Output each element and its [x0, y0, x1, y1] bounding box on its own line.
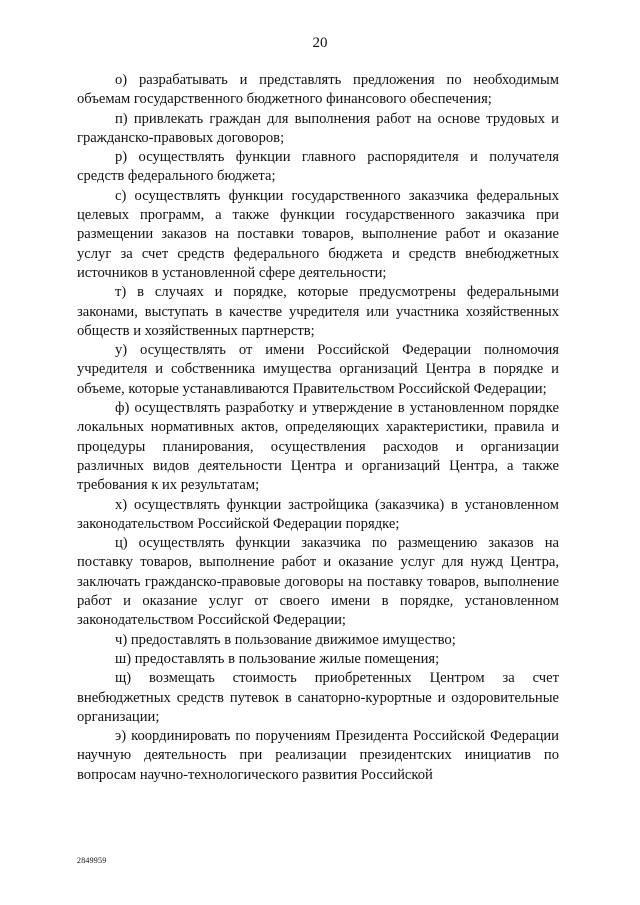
document-code: 2849959 [77, 856, 107, 865]
paragraph-ts: ц) осуществлять функции заказчика по размещению заказов на поставку товаров, выполнение работ и оказание услуг для нужд Центра, заключать гражданско-правовые договоры на поставку товаров, выполнение работ и оказание услуг от своего имени в порядке, установленном законодательством Российской Федерации; [77, 535, 559, 629]
paragraph-t: т) в случаях и порядке, которые предусмотрены федеральными законами, выступать в качестве учредителя или участника хозяйственных обществ и хозяйственных партнерств; [77, 284, 559, 339]
paragraph-s: с) осуществлять функции государственного заказчика федеральных целевых программ, а также функции государственного заказчика при размещении заказов на поставки товаров, выполнение работ и оказание услуг за счет средств федерального бюджета и средств внебюджетных источников в установленной сфере деятельности; [77, 187, 559, 281]
document-body [77, 71, 559, 785]
paragraph-e: э) координировать по поручениям Президента Российской Федерации научную деятельность при реализации президентских инициатив по вопросам научно-технологического развития Российской [77, 728, 559, 783]
page-number: 20 [312, 35, 328, 51]
paragraph-u: у) осуществлять от имени Российской Федерации полномочия учредителя и собственника имущества организаций Центра в порядке и объеме, которые устанавливаются Правительством Российской Федерации; [77, 342, 559, 397]
paragraph-kh: х) осуществлять функции застройщика (заказчика) в установленном законодательством Российской Федерации порядке; [77, 496, 559, 532]
paragraph-shch: щ) возмещать стоимость приобретенных Центром за счет внебюджетных средств путевок в санаторно-курортные и оздоровительные организации; [77, 670, 559, 725]
paragraph-r: р) осуществлять функции главного распорядителя и получателя средств федерального бюджета; [77, 149, 559, 185]
paragraph-o: о) разрабатывать и представлять предложения по необходимым объемам государственного бюджетного финансового обеспечения; [77, 72, 559, 108]
paragraph-sh: ш) предоставлять в пользование жилые помещения; [115, 650, 440, 667]
paragraph-ch: ч) предоставлять в пользование движимое имущество; [115, 631, 456, 648]
paragraph-p: п) привлекать граждан для выполнения работ на основе трудовых и гражданско-правовых договоров; [77, 110, 559, 146]
paragraph-f: ф) осуществлять разработку и утверждение в установленном порядке локальных нормативных актов, определяющих характеристики, правила и процедуры планирования, осуществления расходов и организации различных видов деятельности Центра и организаций Центра, а также требования к их результатам; [77, 400, 559, 494]
